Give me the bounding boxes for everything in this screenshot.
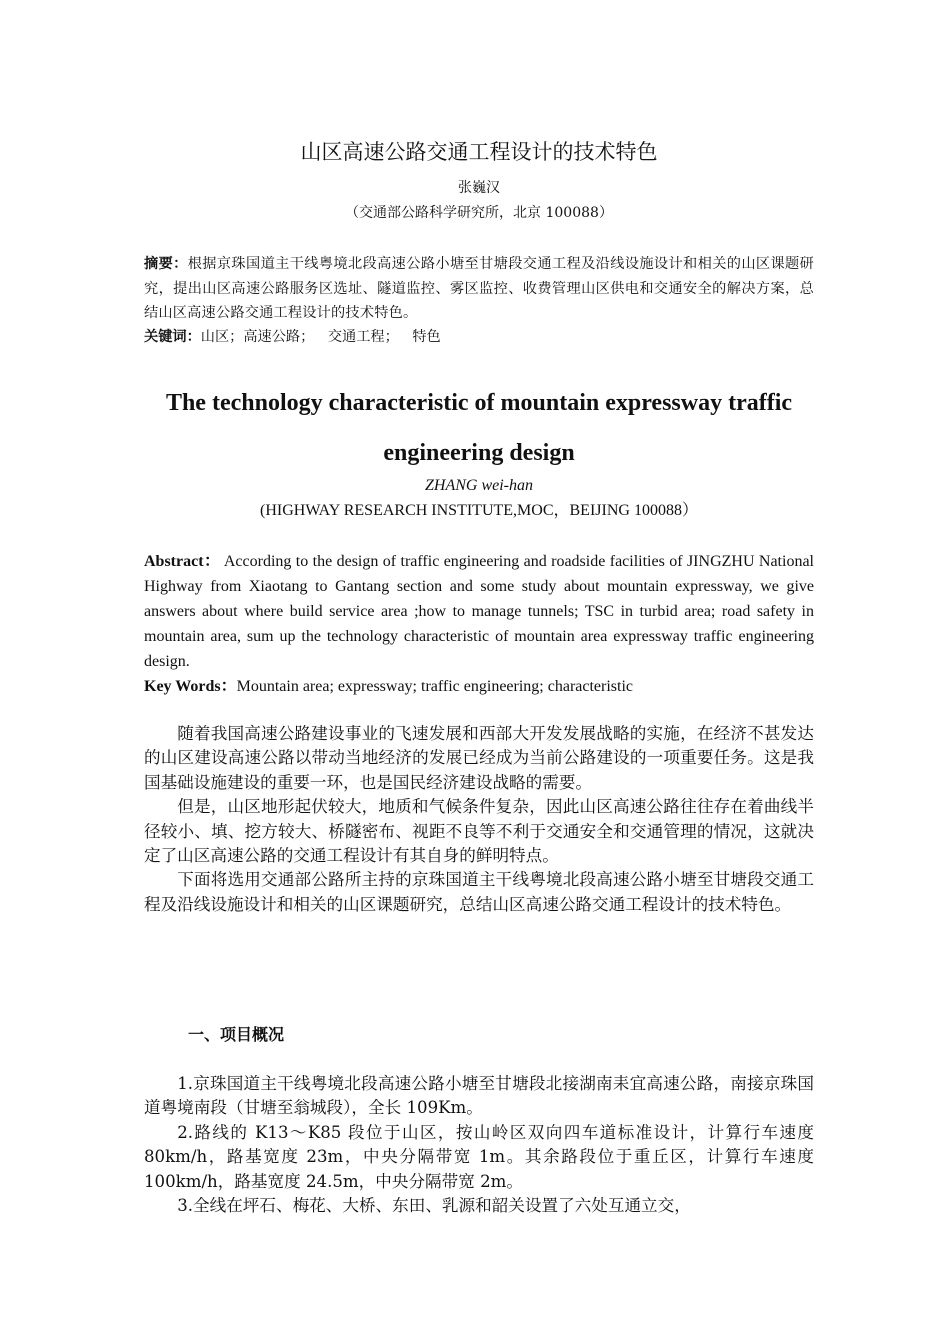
english-title: The technology characteristic of mountain expressway traffic engineering design: [165, 390, 793, 466]
chinese-keyword: 山区；: [200, 329, 244, 345]
english-abstract-text: According to the design of traffic engineering and roadside facilities of JINGZHU National Highway from Xiaotang to Gantang section and some study about mountain expressway, we give answers about where build service area ;how to manage tunnels; TSC in turbid area; road safety in mountain area, sum up the technology characteristic of mountain area expressway traffic engineering design.: [144, 553, 814, 670]
body-paragraph: 2.路线的 K13～K85 段位于山区，按山岭区双向四车道标准设计，计算行车速度 80km/h，路基宽度 23m，中央分隔带宽 1m。其余路段位于重丘区，计算行车速度 100km/h，路基宽度 24.5m，中央分隔带宽 2m。: [144, 1122, 814, 1191]
chinese-keyword: 交通工程；: [327, 329, 399, 345]
english-author: ZHANG wei-han: [425, 477, 533, 494]
english-abstract-label: Abstract：: [144, 553, 221, 570]
chinese-abstract-text: 根据京珠国道主干线粤境北段高速公路小塘至甘塘段交通工程及沿线设施设计和相关的山区课题研究，提出山区高速公路服务区选址、隧道监控、雾区监控、收费管理山区供电和交通安全的解决方案，总结山区高速公路交通工程设计的技术特色。: [144, 256, 814, 321]
english-keywords-label: Key Words：: [144, 678, 237, 695]
english-keywords-text: Mountain area; expressway; traffic engineering; characteristic: [236, 678, 634, 695]
body-paragraph: 下面将选用交通部公路所主持的京珠国道主干线粤境北段高速公路小塘至甘塘段交通工程及沿线设施设计和相关的山区课题研究，总结山区高速公路交通工程设计的技术特色。: [144, 870, 814, 914]
section-heading: 一、项目概况: [188, 1025, 285, 1044]
section-body: [144, 1072, 814, 1218]
body-paragraph: 3.全线在坪石、梅花、大桥、东田、乳源和韶关设置了六处互通立交，: [177, 1196, 691, 1216]
body-paragraph: 随着我国高速公路建设事业的飞速发展和西部大开发发展战略的实施，在经济不甚发达的山区建设高速公路以带动当地经济的发展已经成为当前公路建设的一项重要任务。这是我国基础设施建设的重要一环，也是国民经济建设战略的需要。: [144, 724, 814, 792]
chinese-author: 张巍汉: [458, 180, 500, 196]
english-abstract: [144, 549, 814, 674]
body-paragraph: 1.京珠国道主干线粤境北段高速公路小塘至甘塘段北接湖南耒宜高速公路，南接京珠国道粤境南段（甘塘至翁城段），全长 109Km。: [144, 1074, 814, 1118]
chinese-abstract-label: 摘要：: [144, 256, 188, 272]
chinese-keywords-label: 关键词：: [144, 329, 201, 345]
introduction: [144, 722, 814, 917]
english-keywords: [144, 674, 814, 699]
chinese-affiliation: （交通部公路科学研究所，北京 100088）: [345, 205, 613, 221]
body-paragraph: 但是，山区地形起伏较大，地质和气候条件复杂，因此山区高速公路往往存在着曲线半径较小、填、挖方较大、桥隧密布、视距不良等不利于交通安全和交通管理的情况，这就决定了山区高速公路的交通工程设计有其自身的鲜明特点。: [144, 797, 814, 866]
chinese-keyword: 高速公路；: [243, 329, 315, 345]
chinese-title: 山区高速公路交通工程设计的技术特色: [300, 140, 658, 164]
chinese-abstract: [144, 252, 814, 326]
chinese-keyword: 特色: [412, 329, 441, 345]
chinese-keywords: [144, 326, 814, 348]
english-affiliation: (HIGHWAY RESEARCH INSTITUTE,MOC，BEIJING 100088）: [260, 502, 698, 519]
